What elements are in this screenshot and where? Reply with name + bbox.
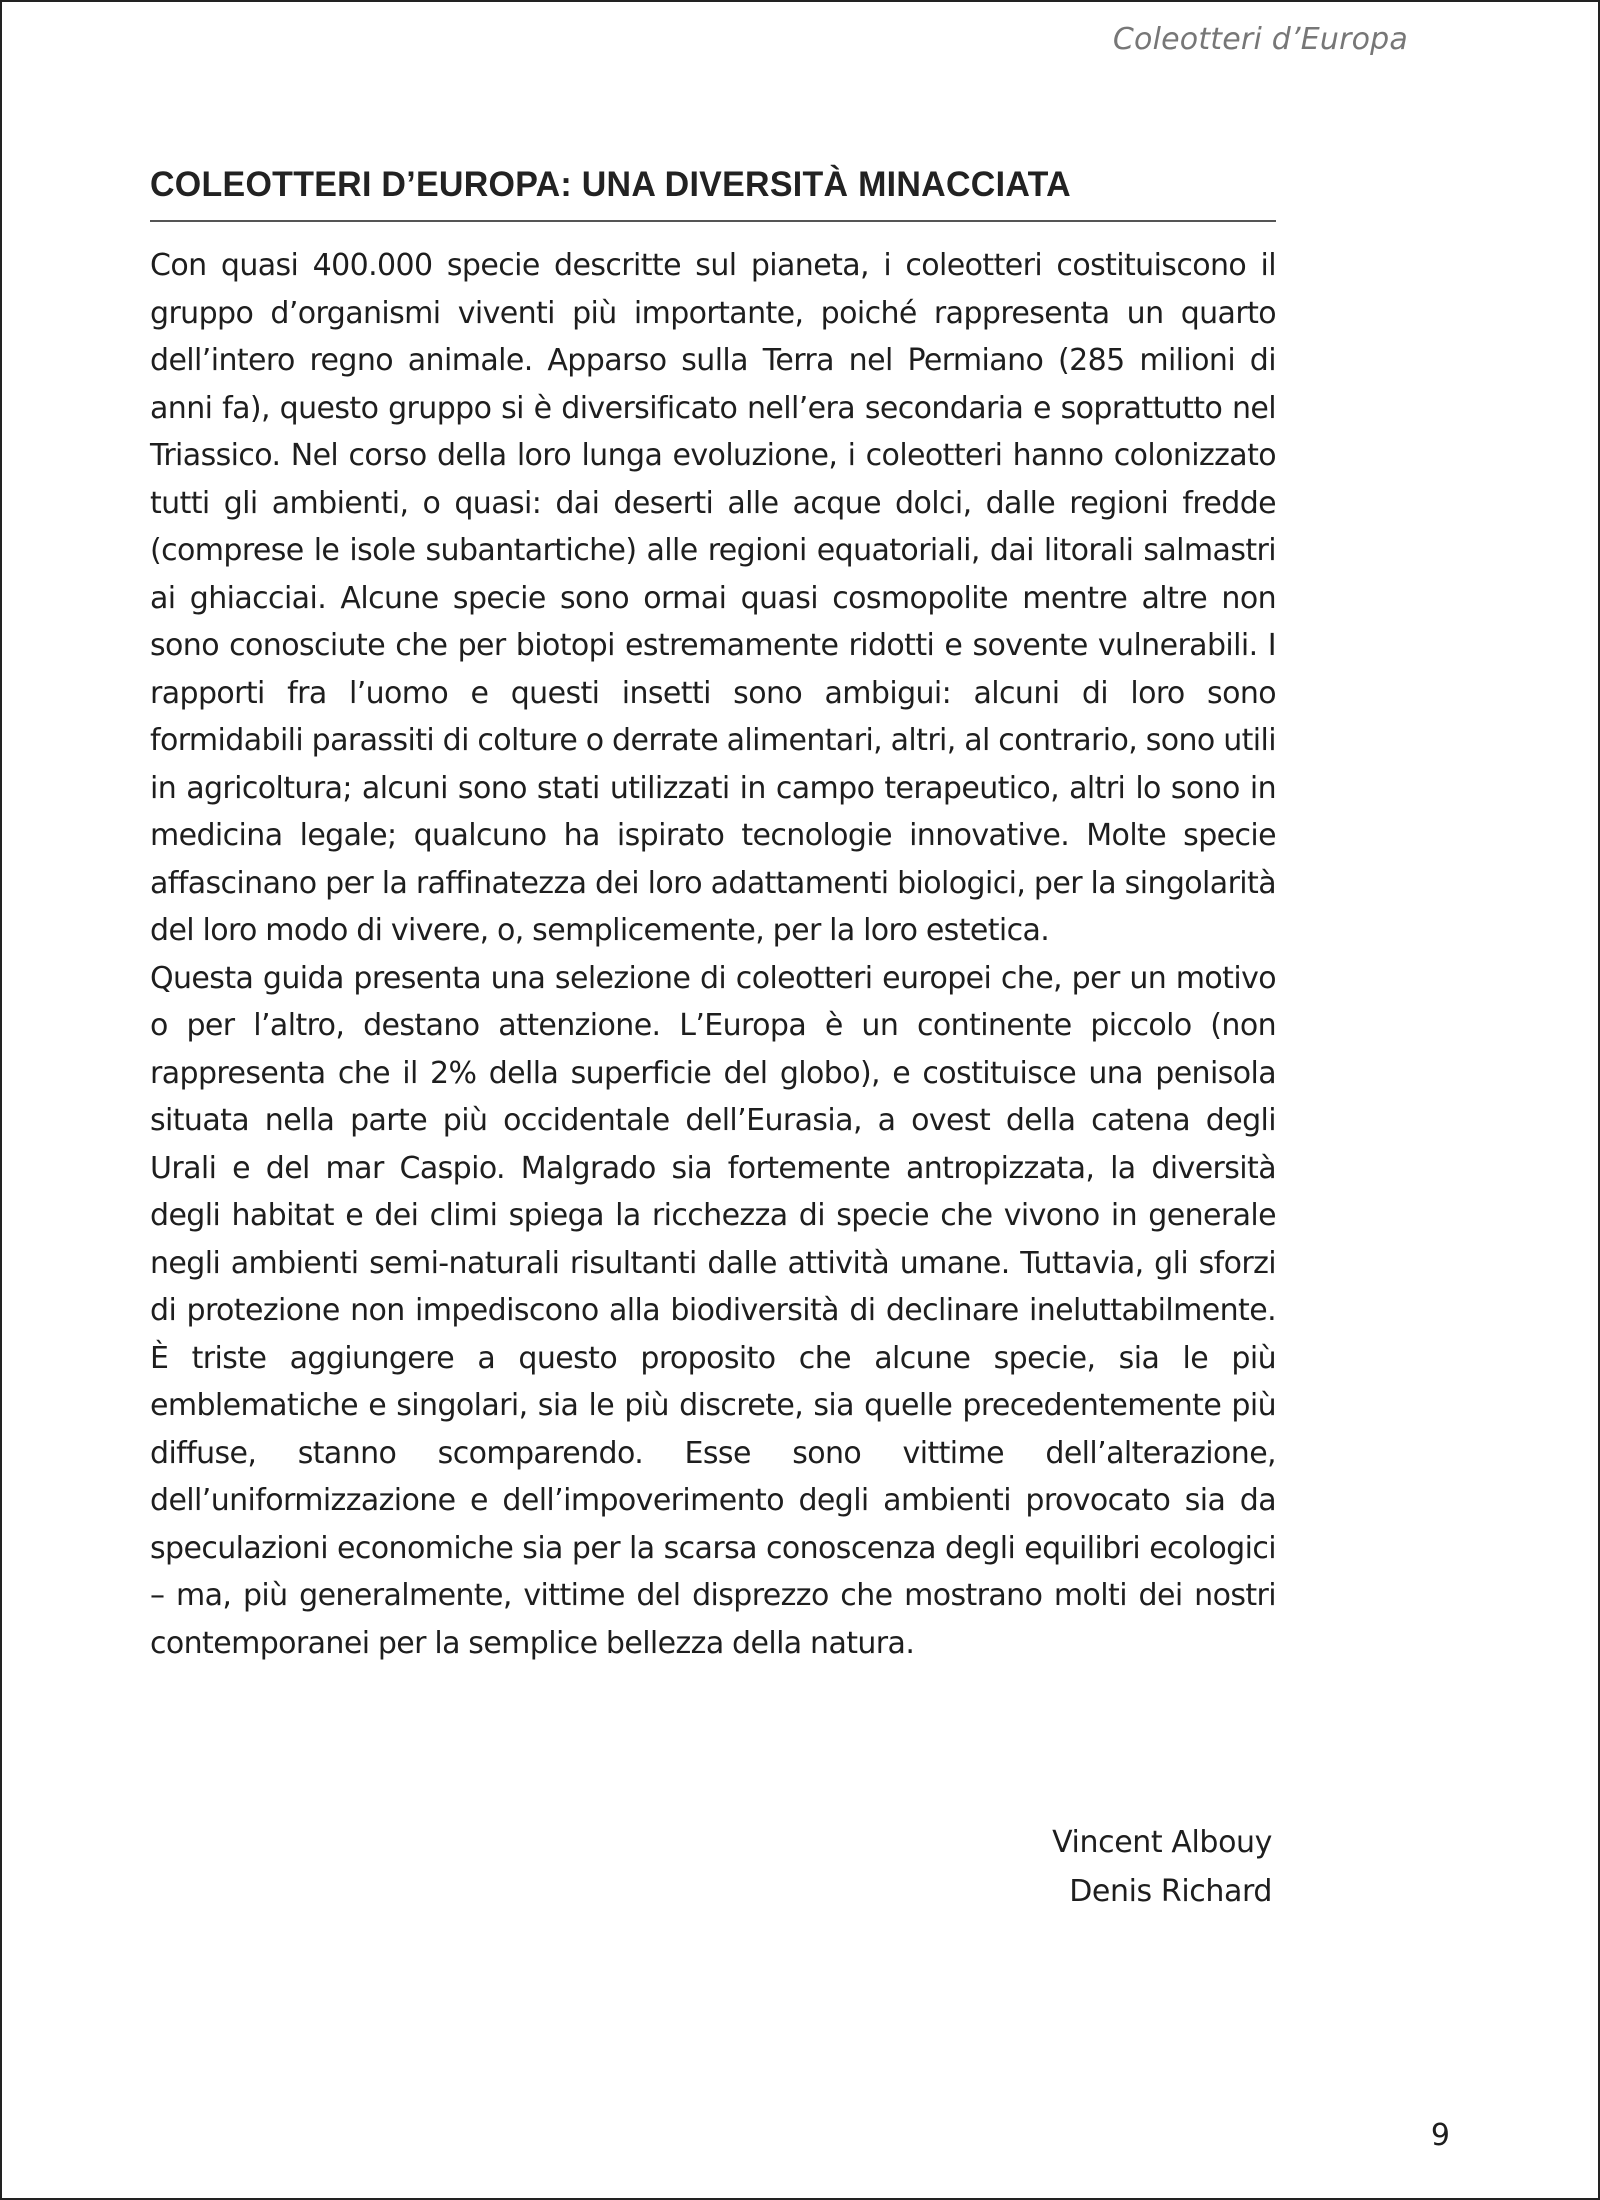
title-divider	[150, 220, 1276, 222]
author-name: Vincent Albouy	[1052, 1825, 1272, 1860]
author-name: Denis Richard	[1069, 1874, 1272, 1909]
paragraph-2: Questa guida presenta una selezione di coleotteri europei che, per un motivo o per l’altro, destano attenzione. L’Europa è un continente piccolo (non rappresenta che il 2% della superficie del globo), e costituisce una penisola situata nella parte più occidentale dell’Eurasia, a ovest della catena degli Urali e del mar Caspio. Malgrado sia fortemente antropizzata, la diversità degli habitat e dei climi spiega la ricchezza di specie che vivono in generale negli ambienti semi-naturali risultanti dalle attività umane. Tuttavia, gli sforzi di protezione non impediscono alla biodiversità di declinare ineluttabilmente. È triste aggiungere a questo proposito che alcune specie, sia le più emblematiche e singolari, sia le più discrete, sia quelle precedentemente più diffuse, stanno scomparendo. Esse sono vittime dell’alterazione, dell’uniformizzazione e dell’impoverimento degli ambienti provocato sia da speculazioni economiche sia per la scarsa conoscenza degli equilibri ecologici – ma, più generalmente, vittime del disprezzo che mostrano molti dei nostri contemporanei per la semplice bellezza della natura.	[150, 960, 1276, 1661]
article-body	[150, 242, 1276, 1667]
running-header: Coleotteri d’Europa	[1112, 22, 1408, 57]
paragraph-1: Con quasi 400.000 specie descritte sul pianeta, i coleotteri costituiscono il gruppo d’organismi viventi più importante, poiché rappresenta un quarto dell’intero regno animale. Apparso sulla Terra nel Permiano (285 milioni di anni fa), questo gruppo si è diversificato nell’era secondaria e soprattutto nel Triassico. Nel corso della loro lunga evoluzione, i coleotteri hanno colonizzato tutti gli ambienti, o quasi: dai deserti alle acque dolci, dalle regioni fredde (comprese le isole subantartiche) alle regioni equatoriali, dai litorali salmastri ai ghiacciai. Alcune specie sono ormai quasi cosmopolite mentre altre non sono conosciute che per biotopi estremamente ridotti e sovente vulnerabili. I rapporti fra l’uomo e questi insetti sono ambigui: alcuni di loro sono formidabili parassiti di colture o derrate alimentari, altri, al contrario, sono utili in agricoltura; alcuni sono stati utilizzati in campo terapeutico, altri lo sono in medicina legale; qualcuno ha ispirato tecnologie innovative. Molte specie affascinano per la raffinatezza dei loro adattamenti biologici, per la singolarità del loro modo di vivere, o, semplicemente, per la loro estetica.	[150, 248, 1276, 948]
page-number: 9	[1430, 2118, 1450, 2153]
article-title: COLEOTTERI D’EUROPA: UNA DIVERSITÀ MINACCIATA	[150, 165, 1071, 204]
author-signature	[1052, 1818, 1272, 1916]
